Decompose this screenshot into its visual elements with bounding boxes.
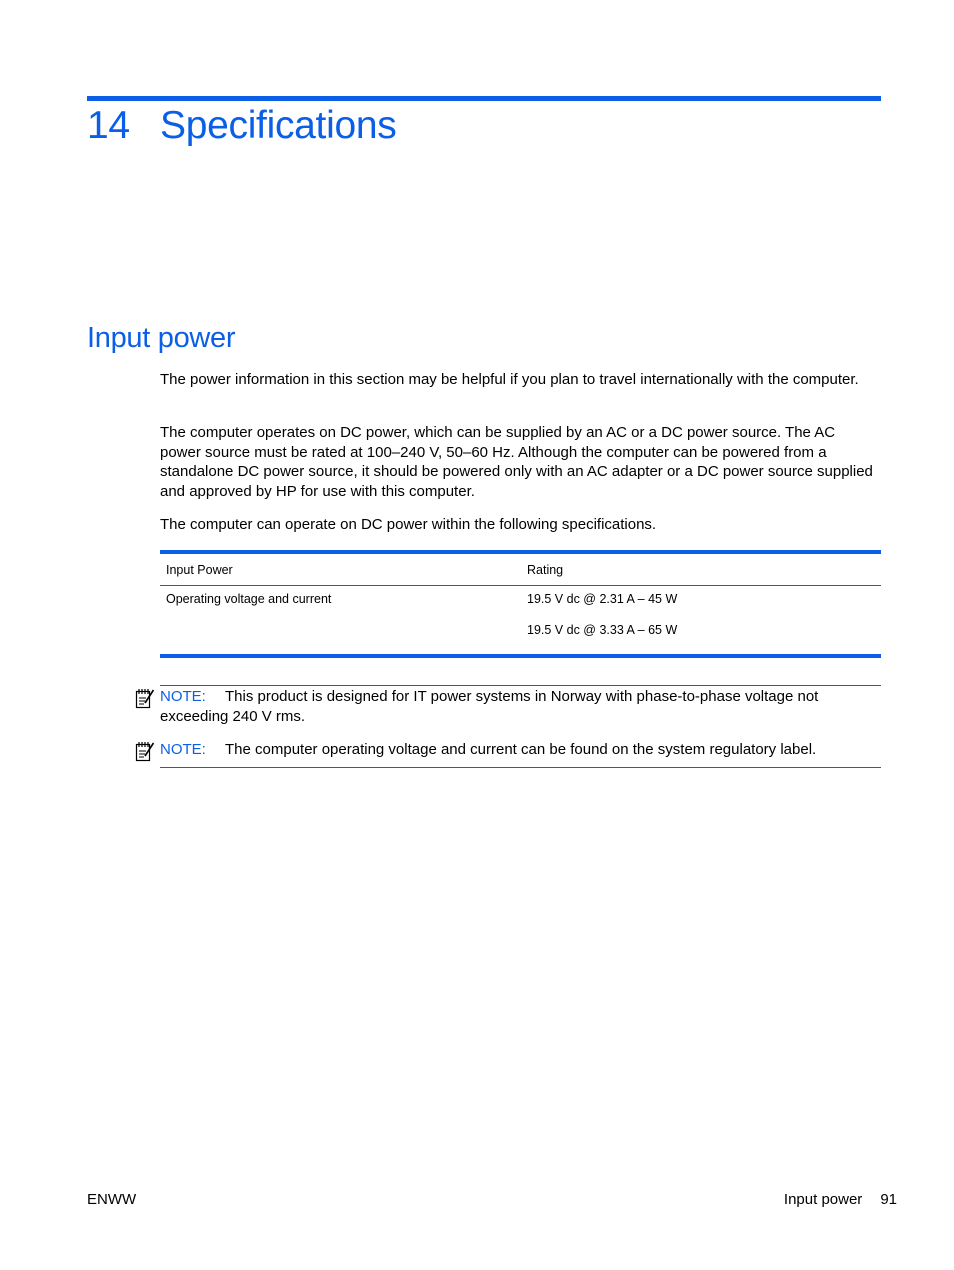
intro-paragraph: The power information in this section may be helpful if you plan to travel internationally with the computer. [160,371,859,388]
footer-section-name: Input power [783,1191,863,1208]
footer-locale: ENWW [87,1191,137,1208]
footer-page-info [784,1191,897,1208]
input-power-table [160,550,881,658]
table-row [160,586,881,657]
chapter-number: 14 [87,104,130,147]
rating-cell [521,586,881,657]
section-title: Input power [87,322,236,354]
column-header-rating: Rating [527,563,564,577]
dc-power-paragraph: The computer operates on DC power, which can be supplied by an AC or a DC power source. The AC power source must be rated at 100–240 V, 50–60 Hz. Although the computer can be powered from a standalone DC power source, it should be powered only with an AC adapter or a DC power source supplied and approved by HP for use with this computer. [160,424,873,500]
chapter-title [87,104,396,148]
specifications-lead-paragraph: The computer can operate on DC power within the following specifications. [160,516,657,533]
note-icon [135,687,155,709]
note-label: NOTE: [160,741,206,758]
note-regulatory-label [160,739,881,768]
table-header-row [160,552,881,586]
rating-65w: 19.5 V dc @ 3.33 A – 65 W [527,623,678,637]
note-text: The computer operating voltage and current can be found on the system regulatory label. [225,741,817,758]
column-header-input-power: Input Power [166,563,233,577]
row-label: Operating voltage and current [166,592,332,606]
note-text: This product is designed for IT power systems in Norway with phase-to-phase voltage not exceeding 240 V rms. [160,688,819,725]
chapter-title-text: Specifications [160,104,397,147]
note-label: NOTE: [160,688,206,705]
page-number: 91 [880,1191,897,1208]
note-norway [160,685,881,726]
chapter-rule [87,96,881,101]
rating-45w: 19.5 V dc @ 2.31 A – 45 W [527,592,678,606]
note-icon [135,740,155,762]
